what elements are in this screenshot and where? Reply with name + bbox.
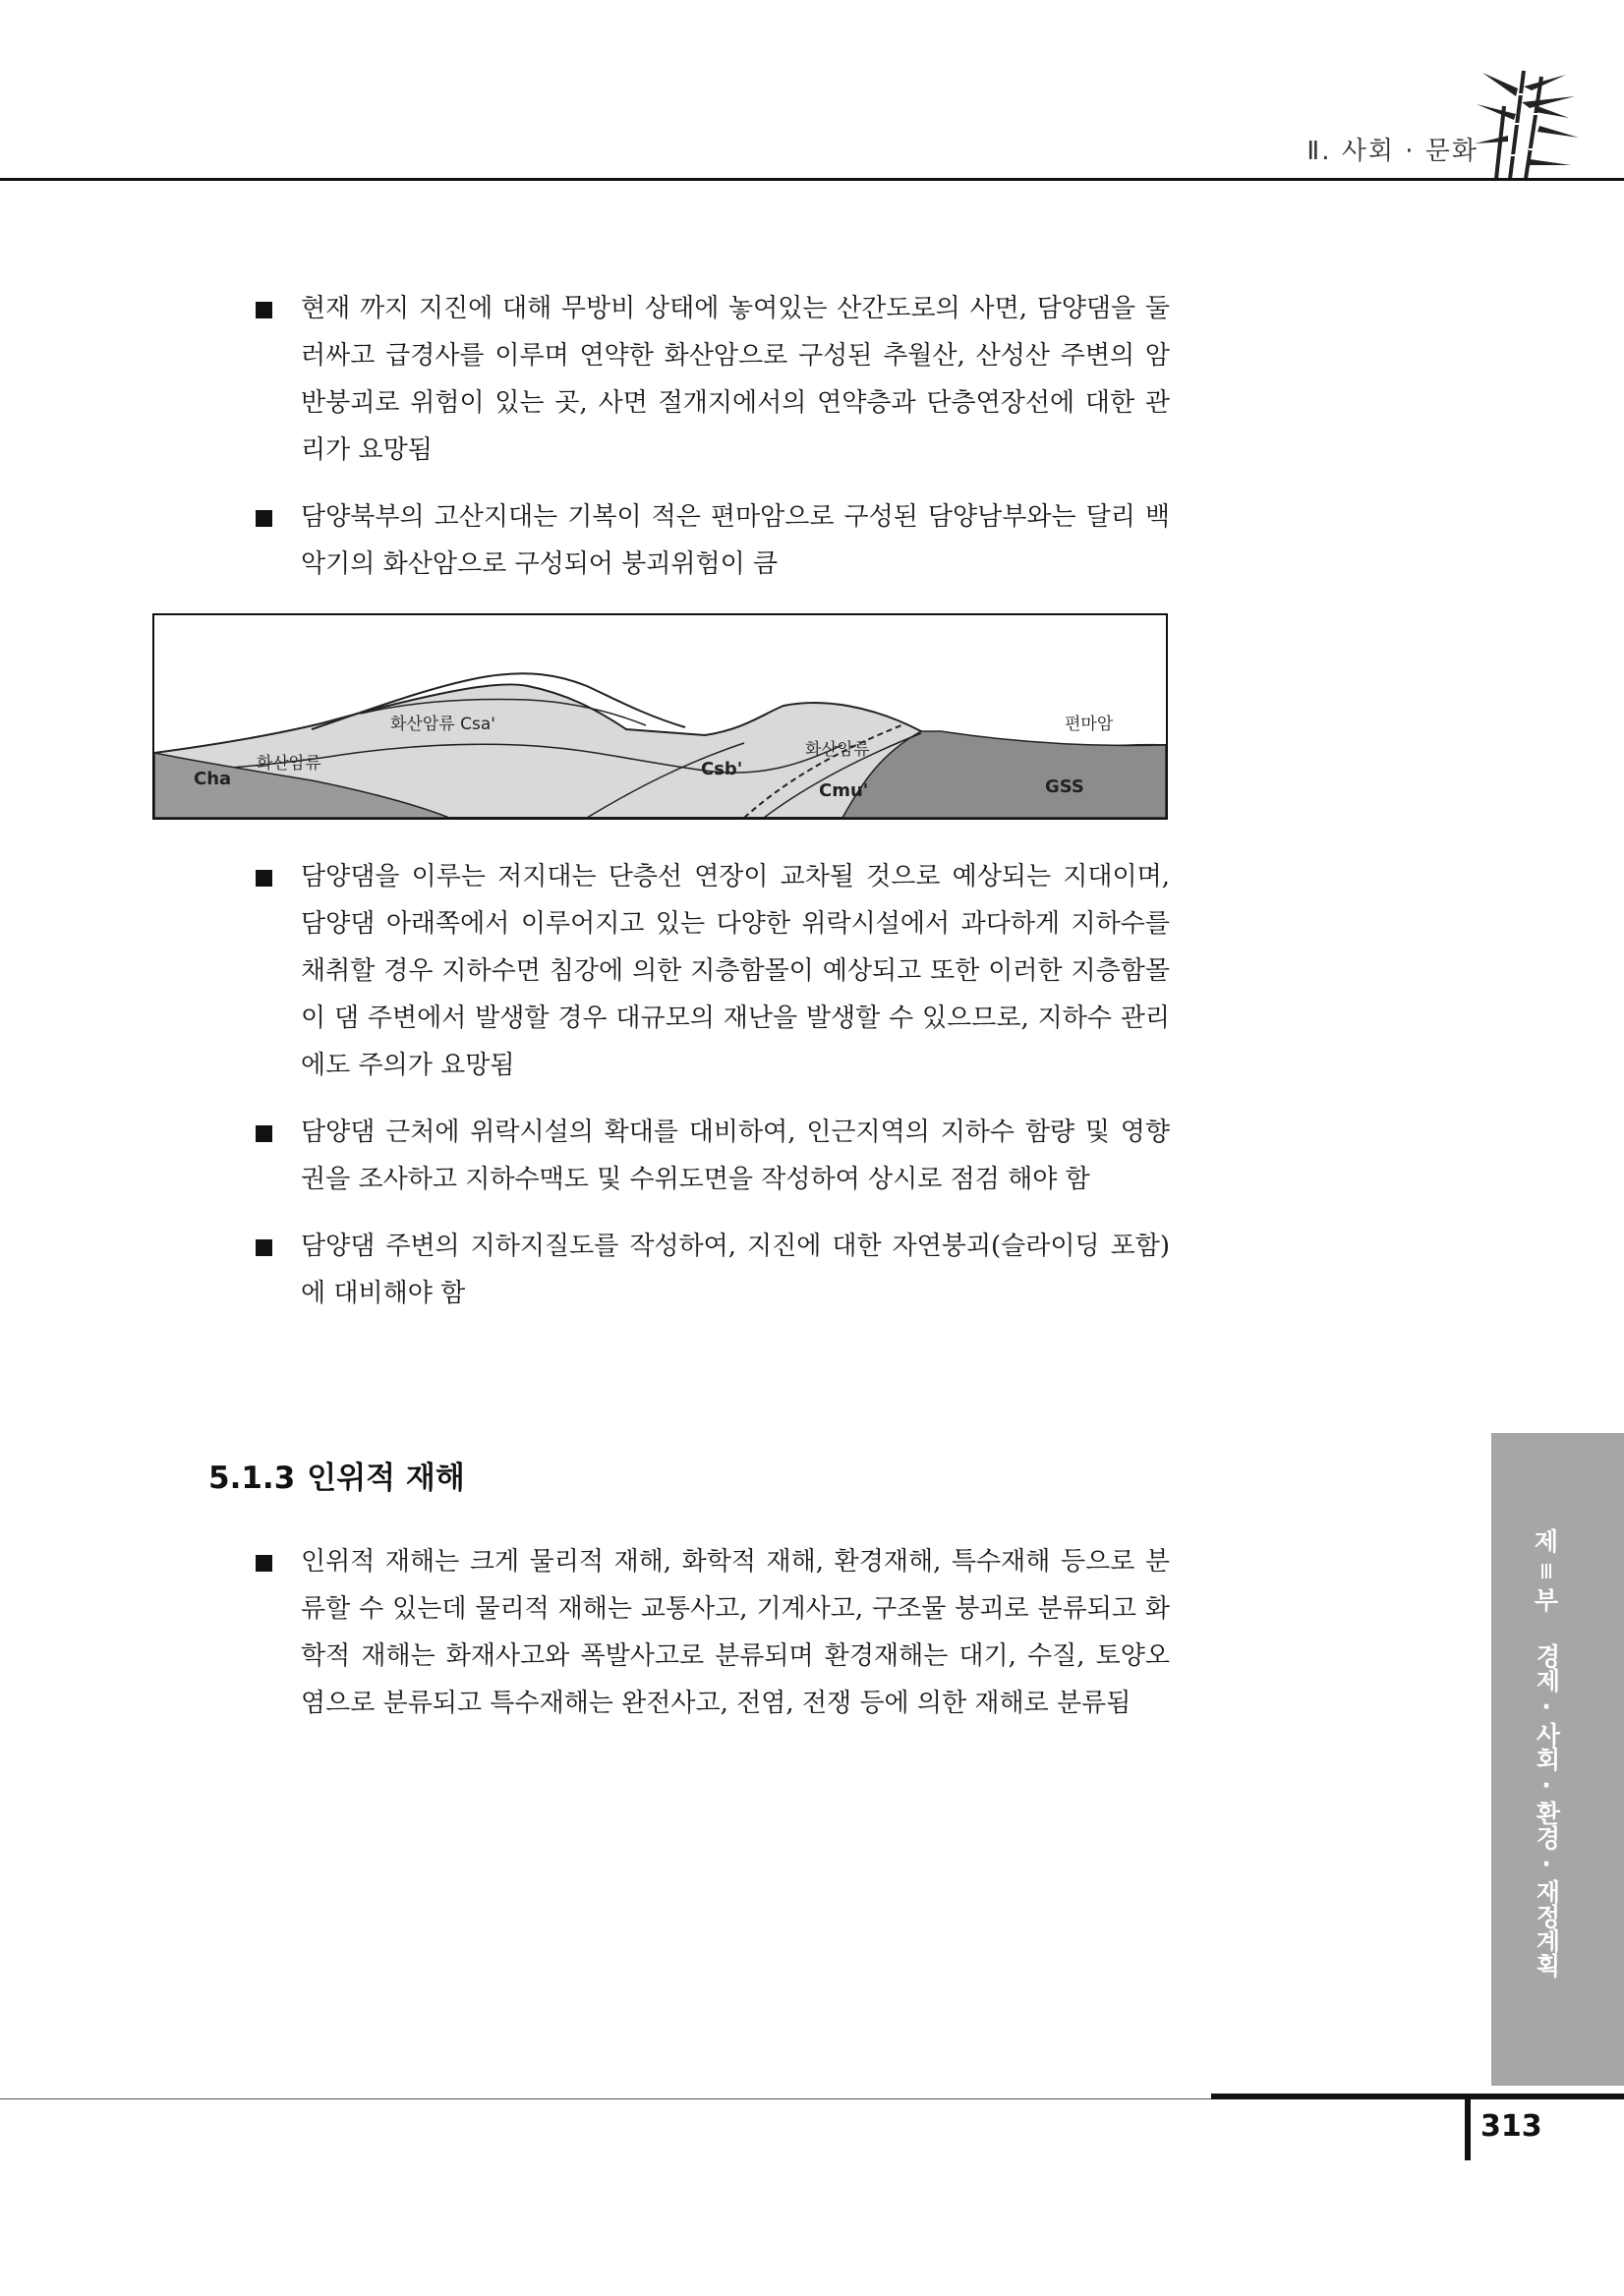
square-bullet-icon	[256, 1239, 272, 1256]
list-item	[256, 285, 1170, 474]
label-csa: 화산암류 Csa'	[390, 715, 495, 734]
square-bullet-icon	[256, 302, 272, 318]
geological-cross-section-figure	[152, 613, 1168, 820]
section-title: 인위적 재해	[307, 1461, 465, 1496]
label-cha-korean: 화산암류	[257, 754, 321, 774]
footer-thick-rule	[1211, 2094, 1624, 2099]
list-item	[256, 1538, 1170, 1727]
part-side-tab	[1491, 1433, 1624, 2086]
list-item-text: 현재 까지 지진에 대해 무방비 상태에 놓여있는 산간도로의 사면, 담양댐을 둘러싸고 급경사를 이루며 연약한 화산암으로 구성된 추월산, 산성산 주변의 암반붕괴로 위험이 있는 곳, 사면 절개지에서의 연약층과 단층연장선에 대한 관리가 요망됨	[301, 294, 1170, 465]
header-rule	[0, 178, 1624, 181]
list-item-text: 담양북부의 고산지대는 기복이 적은 편마암으로 구성된 담양남부와는 달리 백악기의 화산암으로 구성되어 붕괴위험이 큼	[301, 502, 1170, 579]
page-number-bar	[1465, 2095, 1471, 2160]
side-tab-text: 제 Ⅲ 부 경제 · 사회 · 환경 · 재정계획	[1533, 1527, 1561, 1978]
list-item	[256, 493, 1170, 588]
list-item-text: 담양댐 근처에 위락시설의 확대를 대비하여, 인근지역의 지하수 함량 및 영향권을 조사하고 지하수맥도 및 수위도면을 작성하여 상시로 점검 해야 함	[301, 1118, 1170, 1194]
label-cha: Cha	[194, 769, 232, 789]
square-bullet-icon	[256, 1555, 272, 1572]
label-gneiss: 편마암	[1065, 715, 1114, 734]
list-item-text: 담양댐을 이루는 저지대는 단층선 연장이 교차될 것으로 예상되는 지대이며, 담양댐 아래쪽에서 이루어지고 있는 다양한 위락시설에서 과다하게 지하수를 채취할 경우 지하수면 침강에 의한 지층함몰이 예상되고 또한 이러한 지층함몰이 댐 주변에서 발생할 경우 대규모의 재난을 발생할 수 있으므로, 지하수 관리에도 주의가 요망됨	[301, 862, 1170, 1080]
square-bullet-icon	[256, 870, 272, 887]
section-number: 5.1.3	[208, 1461, 296, 1496]
label-cmu-korean: 화산암류	[805, 740, 870, 760]
section-heading	[208, 1453, 465, 1497]
list-item-text: 인위적 재해는 크게 물리적 재해, 화학적 재해, 환경재해, 특수재해 등으로 분류할 수 있는데 물리적 재해는 교통사고, 기계사고, 구조물 붕괴로 분류되고 화학적 재해는 화재사고와 폭발사고로 분류되며 환경재해는 대기, 수질, 토양오염으로 분류되고 특수재해는 완전사고, 전염, 전쟁 등에 의한 재해로 분류됨	[301, 1547, 1170, 1718]
bullet-list-bottom	[256, 1538, 1170, 1747]
list-item	[256, 1223, 1170, 1317]
bullet-list-middle	[256, 853, 1170, 1337]
chapter-header: Ⅱ. 사회 · 문화	[1306, 137, 1479, 166]
bamboo-icon	[1473, 67, 1581, 181]
label-cmu: Cmu'	[819, 780, 869, 801]
square-bullet-icon	[256, 1125, 272, 1142]
list-item	[256, 1109, 1170, 1203]
page-number: 313	[1480, 2109, 1542, 2144]
square-bullet-icon	[256, 510, 272, 527]
label-csb: Csb'	[701, 759, 743, 779]
label-gss: GSS	[1045, 776, 1084, 797]
bullet-list-top	[256, 285, 1170, 607]
list-item	[256, 853, 1170, 1089]
list-item-text: 담양댐 주변의 지하지질도를 작성하여, 지진에 대한 자연붕괴(슬라이딩 포함)에 대비해야 함	[301, 1232, 1170, 1308]
